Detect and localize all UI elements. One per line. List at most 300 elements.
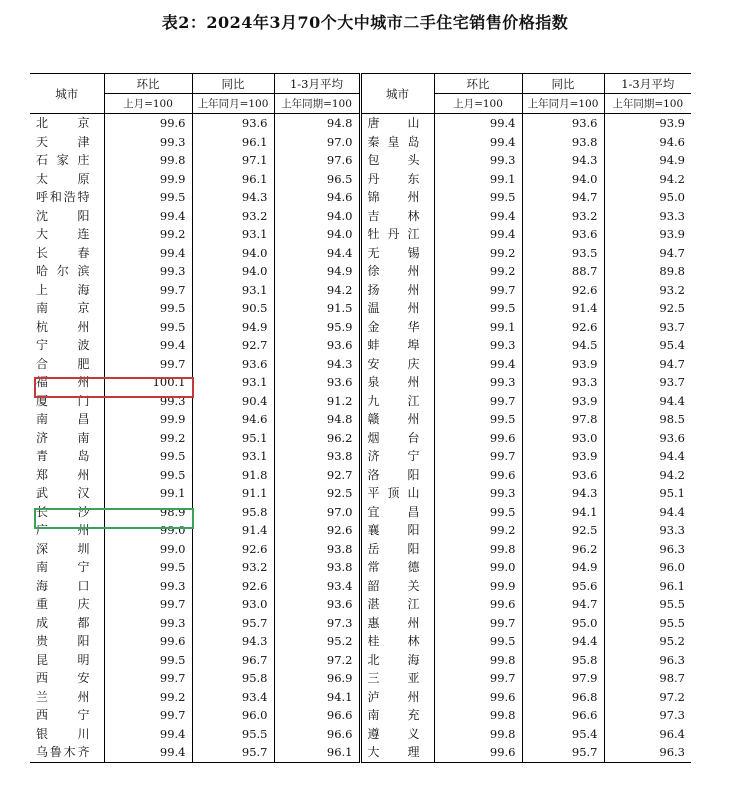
table-row [30,429,691,448]
right-mom-cell: 99.4 [434,133,522,152]
right-city-cell: 泸州 [360,688,434,707]
left-city-cell: 西宁 [30,706,104,725]
left-mom-cell: 99.5 [104,447,192,466]
right-mom-cell: 99.6 [434,688,522,707]
left-avg-cell: 93.8 [274,447,360,466]
left-yoy-cell: 93.1 [192,281,274,300]
right-city-cell: 无锡 [360,244,434,263]
left-mom-cell: 99.4 [104,743,192,762]
right-mom-cell: 99.4 [434,225,522,244]
right-city-cell: 锦州 [360,188,434,207]
left-yoy-cell: 96.7 [192,651,274,670]
right-mom-cell: 99.8 [434,651,522,670]
left-city-cell: 合肥 [30,355,104,374]
left-yoy-cell: 95.8 [192,669,274,688]
left-city-cell: 兰州 [30,688,104,707]
table-row [30,558,691,577]
left-city-cell: 南宁 [30,558,104,577]
table-row [30,688,691,707]
right-city-cell: 温州 [360,299,434,318]
left-city-cell: 武汉 [30,484,104,503]
right-yoy-cell: 93.3 [522,373,604,392]
table-row [30,170,691,189]
left-yoy-cell: 94.0 [192,262,274,281]
right-mom-cell: 99.5 [434,299,522,318]
header-yoy-base-right: 上年同月=100 [522,94,604,114]
left-mom-cell: 99.2 [104,429,192,448]
left-yoy-cell: 95.7 [192,743,274,762]
left-city-cell: 太原 [30,170,104,189]
left-mom-cell: 99.7 [104,706,192,725]
table-row [30,577,691,596]
table-row [30,447,691,466]
table-row [30,706,691,725]
right-city-cell: 唐山 [360,114,434,133]
left-avg-cell: 94.0 [274,225,360,244]
right-avg-cell: 93.9 [659,227,685,242]
left-avg-cell: 97.6 [274,151,360,170]
left-city-cell: 福州 [30,373,104,392]
left-city-cell: 南昌 [30,410,104,429]
right-city-cell: 洛阳 [360,466,434,485]
right-city-cell: 岳阳 [360,540,434,559]
left-mom-cell: 99.7 [104,595,192,614]
left-yoy-cell: 95.7 [192,614,274,633]
right-avg-cell: 96.1 [659,578,685,593]
left-avg-cell: 93.8 [274,558,360,577]
left-avg-cell: 94.3 [274,355,360,374]
header-mom-base-right: 上月=100 [434,94,522,114]
left-mom-cell: 99.0 [104,521,192,540]
right-city-cell: 包头 [360,151,434,170]
right-city-cell: 桂林 [360,632,434,651]
left-yoy-cell: 94.3 [192,632,274,651]
right-avg-cell: 95.2 [659,634,685,649]
right-yoy-cell: 97.8 [522,410,604,429]
table-row [30,299,691,318]
left-avg-cell: 92.6 [274,521,360,540]
right-mom-cell: 99.6 [434,429,522,448]
right-mom-cell: 99.4 [434,114,522,133]
right-avg-cell: 94.4 [659,504,685,519]
right-mom-cell: 99.5 [434,410,522,429]
right-mom-cell: 99.5 [434,632,522,651]
header-city-right: 城市 [360,74,434,114]
left-city-cell: 成都 [30,614,104,633]
right-yoy-cell: 93.0 [522,429,604,448]
left-mom-cell: 99.0 [104,540,192,559]
left-avg-cell: 93.6 [274,595,360,614]
left-avg-cell: 92.5 [274,484,360,503]
right-avg-cell: 93.3 [659,523,685,538]
header-city-left: 城市 [30,74,104,114]
table-row [30,410,691,429]
price-index-table [30,73,691,763]
right-avg-cell: 93.6 [659,430,685,445]
left-avg-cell: 94.0 [274,207,360,226]
right-city-cell: 北海 [360,651,434,670]
left-yoy-cell: 93.1 [192,373,274,392]
table-row [30,151,691,170]
right-city-cell: 宜昌 [360,503,434,522]
right-yoy-cell: 93.9 [522,447,604,466]
left-avg-cell: 94.9 [274,262,360,281]
left-avg-cell: 97.0 [274,503,360,522]
table-row [30,632,691,651]
left-yoy-cell: 91.8 [192,466,274,485]
left-avg-cell: 91.2 [274,392,360,411]
table-row [30,355,691,374]
right-avg-cell: 96.0 [659,560,685,575]
left-mom-cell: 99.7 [104,355,192,374]
right-yoy-cell: 95.8 [522,651,604,670]
right-mom-cell: 99.7 [434,447,522,466]
right-yoy-cell: 94.3 [522,151,604,170]
left-mom-cell: 99.5 [104,318,192,337]
right-city-cell: 秦皇岛 [360,133,434,152]
header-avg-base-left: 上年同期=100 [274,94,360,114]
left-avg-cell: 94.1 [274,688,360,707]
left-yoy-cell: 93.2 [192,207,274,226]
left-yoy-cell: 95.8 [192,503,274,522]
left-avg-cell: 96.1 [274,743,360,762]
left-city-cell: 重庆 [30,595,104,614]
right-avg-cell: 97.3 [659,708,685,723]
table-row [30,114,691,133]
right-mom-cell: 99.8 [434,725,522,744]
left-avg-cell: 94.8 [274,410,360,429]
right-mom-cell: 99.3 [434,484,522,503]
left-city-cell: 深圳 [30,540,104,559]
header-yoy-base-left: 上年同月=100 [192,94,274,114]
header-mom-left: 环比 [104,74,192,94]
right-yoy-cell: 94.3 [522,484,604,503]
header-yoy-right: 同比 [522,74,604,94]
left-city-cell: 青岛 [30,447,104,466]
left-avg-cell: 96.2 [274,429,360,448]
right-mom-cell: 99.4 [434,207,522,226]
right-yoy-cell: 92.6 [522,281,604,300]
left-avg-cell: 94.8 [274,114,360,133]
left-city-cell: 石家庄 [30,151,104,170]
table-row [30,725,691,744]
right-avg-cell: 89.8 [659,264,685,279]
table-row [30,484,691,503]
right-avg-cell: 94.7 [659,356,685,371]
left-city-cell: 贵阳 [30,632,104,651]
left-yoy-cell: 96.1 [192,133,274,152]
right-city-cell: 南充 [360,706,434,725]
left-city-cell: 呼和浩特 [30,188,104,207]
right-yoy-cell: 94.4 [522,632,604,651]
left-yoy-cell: 93.1 [192,225,274,244]
left-city-cell: 大连 [30,225,104,244]
right-yoy-cell: 91.4 [522,299,604,318]
header-yoy-left: 同比 [192,74,274,94]
right-city-cell: 蚌埠 [360,336,434,355]
right-mom-cell: 99.7 [434,669,522,688]
left-mom-cell: 99.3 [104,392,192,411]
left-avg-cell: 94.2 [274,281,360,300]
right-mom-cell: 99.7 [434,281,522,300]
left-yoy-cell: 94.0 [192,244,274,263]
right-yoy-cell: 93.6 [522,225,604,244]
right-mom-cell: 99.8 [434,706,522,725]
left-yoy-cell: 91.4 [192,521,274,540]
right-city-cell: 泉州 [360,373,434,392]
right-city-cell: 韶关 [360,577,434,596]
right-mom-cell: 99.1 [434,170,522,189]
right-avg-cell: 95.5 [659,615,685,630]
right-mom-cell: 99.3 [434,373,522,392]
left-city-cell: 长沙 [30,503,104,522]
table-row [30,373,691,392]
left-avg-cell: 97.2 [274,651,360,670]
right-avg-cell: 95.5 [659,597,685,612]
left-city-cell: 昆明 [30,651,104,670]
right-city-cell: 丹东 [360,170,434,189]
left-yoy-cell: 90.4 [192,392,274,411]
right-avg-cell: 93.7 [659,375,685,390]
left-mom-cell: 99.3 [104,577,192,596]
left-city-cell: 海口 [30,577,104,596]
right-mom-cell: 99.1 [434,318,522,337]
table-row [30,262,691,281]
right-avg-cell: 93.3 [659,208,685,223]
right-city-cell: 济宁 [360,447,434,466]
right-mom-cell: 99.6 [434,743,522,762]
left-yoy-cell: 92.7 [192,336,274,355]
right-avg-cell: 95.4 [659,338,685,353]
right-mom-cell: 99.6 [434,595,522,614]
right-yoy-cell: 94.5 [522,336,604,355]
right-city-cell: 吉林 [360,207,434,226]
left-yoy-cell: 94.6 [192,410,274,429]
left-yoy-cell: 94.3 [192,188,274,207]
left-yoy-cell: 91.1 [192,484,274,503]
right-city-cell: 牡丹江 [360,225,434,244]
left-mom-cell: 99.5 [104,558,192,577]
table-row [30,225,691,244]
left-avg-cell: 93.6 [274,336,360,355]
left-mom-cell: 99.4 [104,244,192,263]
right-avg-cell: 94.9 [659,153,685,168]
right-avg-cell: 94.4 [659,393,685,408]
left-avg-cell: 95.9 [274,318,360,337]
right-avg-cell: 93.9 [659,116,685,131]
table-row [30,207,691,226]
left-avg-cell: 97.0 [274,133,360,152]
left-avg-cell: 91.5 [274,299,360,318]
right-mom-cell: 99.5 [434,188,522,207]
right-city-cell: 大理 [360,743,434,762]
table-row [30,392,691,411]
table-row [30,466,691,485]
left-mom-cell: 99.2 [104,225,192,244]
left-yoy-cell: 95.5 [192,725,274,744]
right-mom-cell: 99.0 [434,558,522,577]
left-yoy-cell: 94.9 [192,318,274,337]
right-yoy-cell: 93.5 [522,244,604,263]
left-yoy-cell: 93.1 [192,447,274,466]
right-yoy-cell: 94.0 [522,170,604,189]
header-mom-right: 环比 [434,74,522,94]
table-row [30,281,691,300]
left-yoy-cell: 93.2 [192,558,274,577]
right-yoy-cell: 92.5 [522,521,604,540]
right-city-cell: 湛江 [360,595,434,614]
left-avg-cell: 92.7 [274,466,360,485]
left-mom-cell: 99.5 [104,466,192,485]
right-mom-cell: 99.3 [434,151,522,170]
left-mom-cell: 99.3 [104,133,192,152]
table-row [30,669,691,688]
right-yoy-cell: 93.9 [522,355,604,374]
right-mom-cell: 99.2 [434,521,522,540]
right-mom-cell: 99.5 [434,503,522,522]
table-row [30,244,691,263]
left-yoy-cell: 92.6 [192,577,274,596]
table-row [30,540,691,559]
right-avg-cell: 92.5 [659,301,685,316]
right-avg-cell: 96.4 [659,726,685,741]
right-city-cell: 烟台 [360,429,434,448]
right-avg-cell: 96.3 [604,743,691,762]
right-avg-cell: 94.6 [659,134,685,149]
table-row [30,521,691,540]
right-yoy-cell: 95.7 [522,743,604,762]
left-city-cell: 宁波 [30,336,104,355]
left-mom-cell: 99.4 [104,725,192,744]
right-city-cell: 徐州 [360,262,434,281]
left-city-cell: 北京 [30,114,104,133]
header-avg-left: 1-3月平均 [274,74,360,94]
right-avg-cell: 96.3 [659,652,685,667]
table-row [30,595,691,614]
right-yoy-cell: 96.2 [522,540,604,559]
left-mom-cell: 99.4 [104,336,192,355]
table-row [30,336,691,355]
right-yoy-cell: 93.2 [522,207,604,226]
table-row [30,318,691,337]
right-city-cell: 赣州 [360,410,434,429]
left-mom-cell: 99.3 [104,614,192,633]
left-avg-cell: 96.9 [274,669,360,688]
left-avg-cell: 93.8 [274,540,360,559]
left-yoy-cell: 92.6 [192,540,274,559]
left-mom-cell: 99.9 [104,410,192,429]
left-city-cell: 天津 [30,133,104,152]
left-avg-cell: 93.6 [274,373,360,392]
table-row [30,188,691,207]
left-yoy-cell: 93.6 [192,355,274,374]
right-yoy-cell: 88.7 [522,262,604,281]
left-city-cell: 济南 [30,429,104,448]
right-city-cell: 惠州 [360,614,434,633]
right-city-cell: 金华 [360,318,434,337]
right-yoy-cell: 95.6 [522,577,604,596]
right-yoy-cell: 94.7 [522,595,604,614]
left-mom-cell: 100.1 [104,373,192,392]
right-yoy-cell: 93.9 [522,392,604,411]
right-mom-cell: 99.4 [434,355,522,374]
left-avg-cell: 95.2 [274,632,360,651]
right-avg-cell: 94.2 [659,171,685,186]
right-yoy-cell: 96.6 [522,706,604,725]
page-title: 表2：2024年3月70个大中城市二手住宅销售价格指数 [161,13,569,32]
right-mom-cell: 99.9 [434,577,522,596]
right-yoy-cell: 94.1 [522,503,604,522]
right-yoy-cell: 96.8 [522,688,604,707]
left-avg-cell: 94.4 [274,244,360,263]
table-row [30,651,691,670]
header-avg-right: 1-3月平均 [604,74,691,94]
left-city-cell: 厦门 [30,392,104,411]
right-city-cell: 襄阳 [360,521,434,540]
left-mom-cell: 99.9 [104,170,192,189]
left-city-cell: 上海 [30,281,104,300]
right-avg-cell: 98.7 [659,671,685,686]
left-city-cell: 郑州 [30,466,104,485]
right-yoy-cell: 94.7 [522,188,604,207]
left-mom-cell: 99.4 [104,207,192,226]
left-avg-cell: 94.6 [274,188,360,207]
right-yoy-cell: 97.9 [522,669,604,688]
header-mom-base-left: 上月=100 [104,94,192,114]
left-mom-cell: 99.7 [104,669,192,688]
left-mom-cell: 99.5 [104,299,192,318]
right-yoy-cell: 94.9 [522,558,604,577]
right-yoy-cell: 95.0 [522,614,604,633]
left-mom-cell: 98.9 [104,503,192,522]
table-row [30,133,691,152]
right-city-cell: 安庆 [360,355,434,374]
left-city-cell: 西安 [30,669,104,688]
right-avg-cell: 94.2 [659,467,685,482]
table-row [30,743,691,762]
right-city-cell: 三亚 [360,669,434,688]
right-avg-cell: 96.3 [659,541,685,556]
table-row [30,614,691,633]
right-city-cell: 平顶山 [360,484,434,503]
left-yoy-cell: 96.0 [192,706,274,725]
right-avg-cell: 95.1 [659,486,685,501]
left-avg-cell: 93.4 [274,577,360,596]
right-mom-cell: 99.6 [434,466,522,485]
left-yoy-cell: 97.1 [192,151,274,170]
right-city-cell: 常德 [360,558,434,577]
right-avg-cell: 93.2 [659,282,685,297]
left-city-cell: 沈阳 [30,207,104,226]
right-yoy-cell: 95.4 [522,725,604,744]
left-avg-cell: 96.6 [274,706,360,725]
left-mom-cell: 99.1 [104,484,192,503]
left-avg-cell: 96.5 [274,170,360,189]
left-mom-cell: 99.6 [104,632,192,651]
right-avg-cell: 97.2 [659,689,685,704]
left-mom-cell: 99.5 [104,651,192,670]
left-city-cell: 南京 [30,299,104,318]
left-city-cell: 哈尔滨 [30,262,104,281]
left-yoy-cell: 93.4 [192,688,274,707]
right-avg-cell: 95.0 [659,190,685,205]
right-avg-cell: 94.7 [659,245,685,260]
right-mom-cell: 99.2 [434,244,522,263]
right-city-cell: 遵义 [360,725,434,744]
right-avg-cell: 98.5 [659,412,685,427]
right-yoy-cell: 93.6 [522,114,604,133]
left-mom-cell: 99.5 [104,188,192,207]
